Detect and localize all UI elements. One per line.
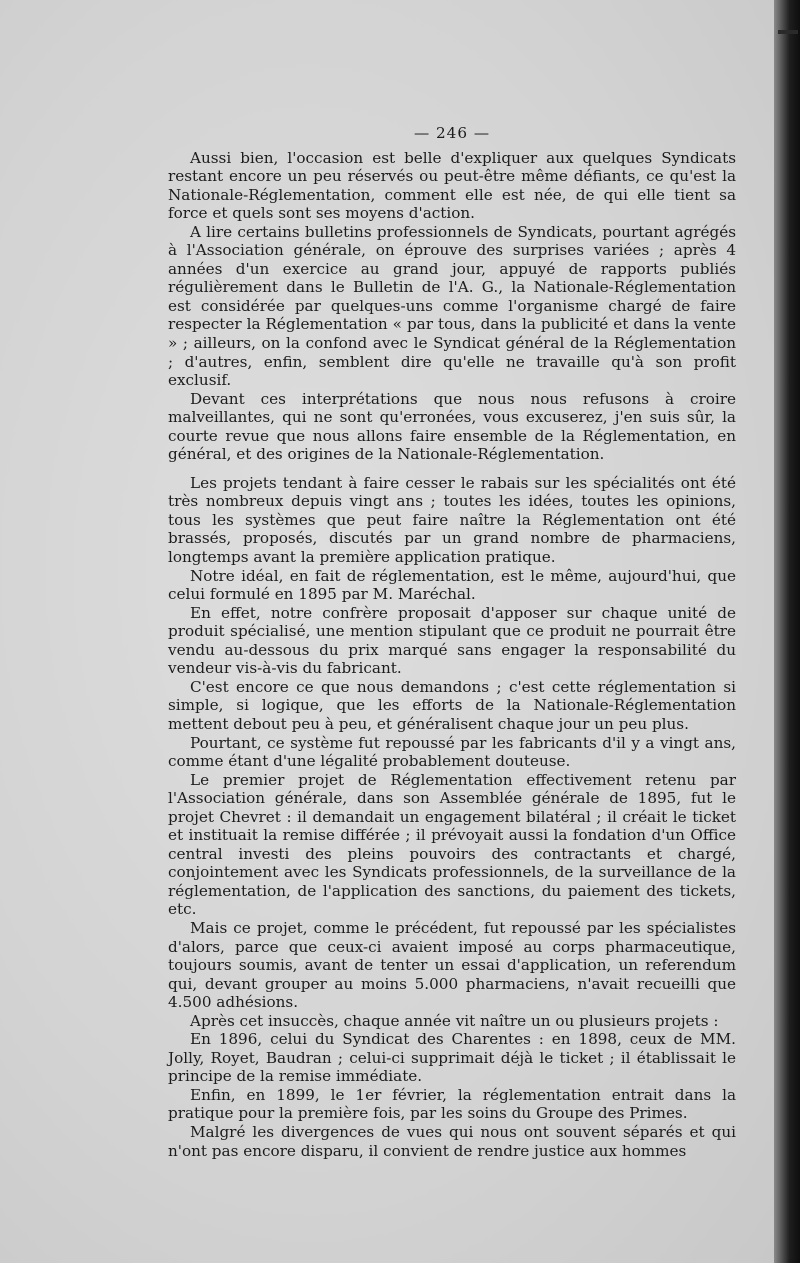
- paragraph: Mais ce projet, comme le précédent, fut repoussé par les spécialistes d'alors, parce que ceux-ci avaient imposé au corps pharmaceutique, toujours soumis, avant de tenter un essai d'application, un referendum qui, devant grouper au moins 5.000 pharmaciens, n'avait recueilli que 4.500 adhésions.: [168, 918, 736, 1012]
- paragraph: Après cet insuccès, chaque année vit naître un ou plusieurs projets :: [190, 1011, 719, 1030]
- page-text-block: [168, 124, 736, 1160]
- paragraph: Les projets tendant à faire cesser le rabais sur les spécialités ont été très nombreux depuis vingt ans ; toutes les idées, toutes les opinions, tous les systèmes que peut faire naître la Réglementation ont été brassés, proposés, discutés par un grand nombre de pharmaciens, longtemps avant la première application pratique.: [168, 473, 736, 567]
- paragraph: En effet, notre confrère proposait d'apposer sur chaque unité de produit spécialisé, une mention stipulant que ce produit ne pourrait être vendu au-dessous du prix marqué sans engager la responsabilité du vendeur vis-à-vis du fabricant.: [168, 603, 736, 678]
- paragraph: Le premier projet de Réglementation effectivement retenu par l'Association générale, dans son Assemblée générale de 1895, fut le projet Chevret : il demandait un engagement bilatéral ; il créait le ticket et instituait la remise différée ; il prévoyait aussi la fondation d'un Office central investi des pleins pouvoirs des contractants et chargé, conjointement avec les Syndicats professionnels, de la surveillance de la réglementation, de l'application des sanctions, du paiement des tickets, etc.: [168, 770, 736, 919]
- paragraph: En 1896, celui du Syndicat des Charentes : en 1898, ceux de MM. Jolly, Royet, Baudran ; celui-ci supprimait déjà le ticket ; il établissait le principe de la remise immédiate.: [168, 1030, 736, 1086]
- paragraph: Pourtant, ce système fut repoussé par les fabricants d'il y a vingt ans, comme étant d'une légalité probablement douteuse.: [168, 733, 736, 771]
- page-number: — 246 —: [413, 124, 491, 142]
- paragraph: Devant ces interprétations que nous nous refusons à croire malveillantes, qui ne sont qu'erronées, vous excuserez, j'en suis sûr, la courte revue que nous allons faire ensemble de la Réglementation, en général, et des origines de la Nationale-Réglementation.: [168, 389, 736, 464]
- paragraph: Notre idéal, en fait de réglementation, est le même, aujourd'hui, que celui formulé en 1895 par M. Maréchal.: [168, 566, 736, 604]
- paragraph: Malgré les divergences de vues qui nous ont souvent séparés et qui n'ont pas encore disparu, il convient de rendre justice aux hommes: [168, 1122, 736, 1160]
- paragraph: Enfin, en 1899, le 1er février, la réglementation entrait dans la pratique pour la première fois, par les soins du Groupe des Primes.: [168, 1085, 736, 1123]
- paragraph: Aussi bien, l'occasion est belle d'expliquer aux quelques Syndicats restant encore un peu réservés ou peut-être même défiants, ce qu'est la Nationale-Réglementation, comment elle est née, de qui elle tient sa force et quels sont ses moyens d'action.: [168, 148, 736, 223]
- binding-mark: [778, 30, 798, 34]
- paragraph: A lire certains bulletins professionnels de Syndicats, pourtant agrégés à l'Association générale, on éprouve des surprises variées ; après 4 années d'un exercice au grand jour, appuyé de rapports publiés régulièrement dans le Bulletin de l'A. G., la Nationale-Réglementation est considérée par quelques-uns comme l'organisme chargé de faire respecter la Réglementation « par tous, dans la publicité et dans la vente » ; ailleurs, on la confond avec le Syndicat général de la Réglementation ; d'autres, enfin, semblent dire qu'elle ne travaille qu'à son profit exclusif.: [168, 222, 736, 390]
- book-binding-gutter: [774, 0, 800, 1263]
- paragraph: C'est encore ce que nous demandons ; c'est cette réglementation si simple, si logique, que les efforts de la Nationale-Réglementation mettent debout peu à peu, et généralisent chaque jour un peu plus.: [168, 677, 736, 733]
